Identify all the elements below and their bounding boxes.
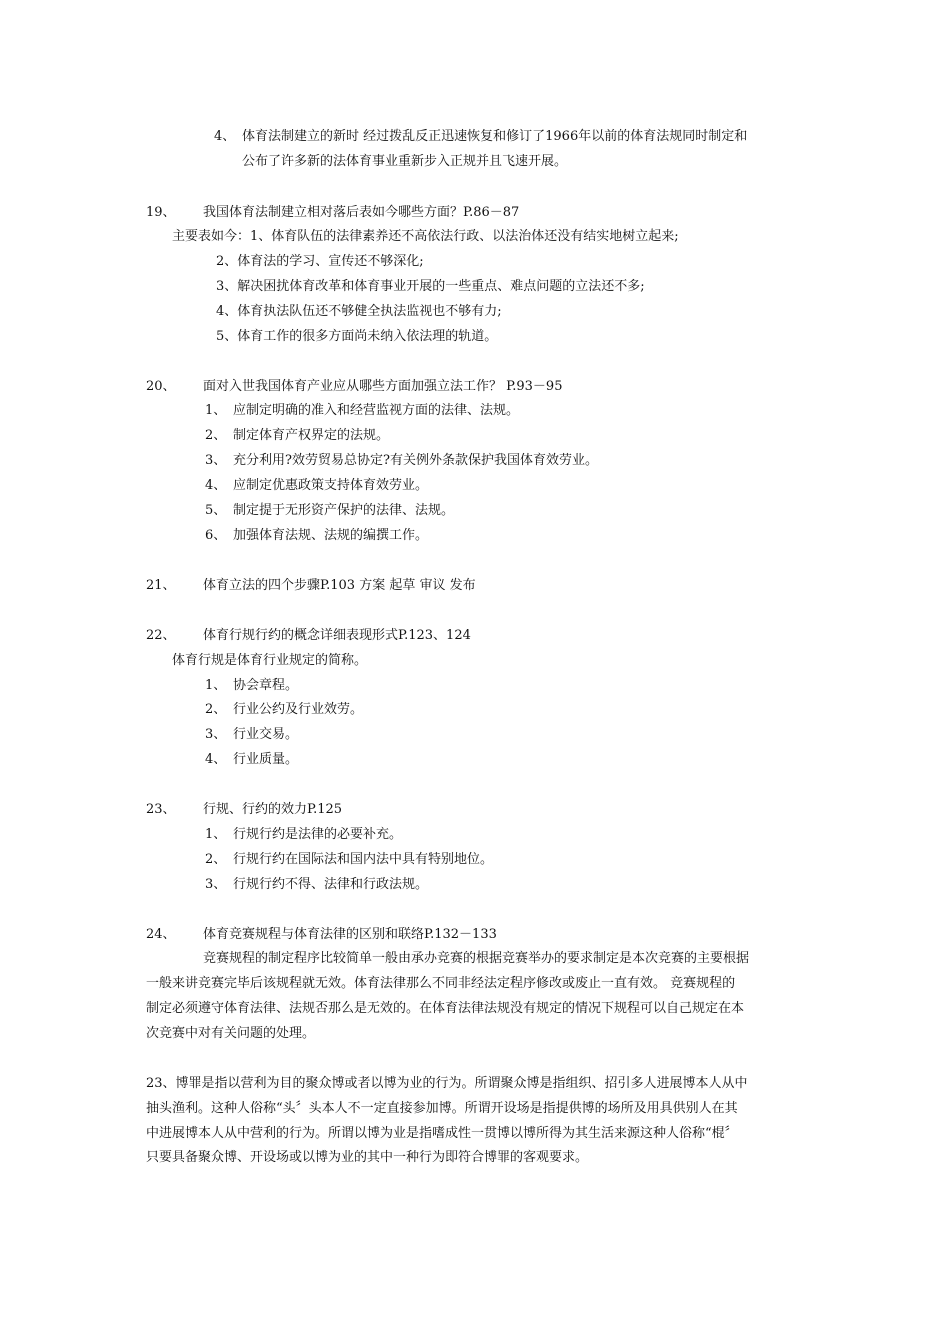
q23-title: 行规、行约的效力P.125 xyxy=(203,802,343,817)
q20-item-4-number: 4、 xyxy=(205,478,227,493)
item4-line-1: 体育法制建立的新时 经过拨乱反正迅速恢复和修订了1966年以前的体育法规同时制定和 xyxy=(242,129,748,144)
q20-item-5-number: 5、 xyxy=(205,503,227,518)
q24-title: 体育竞赛规程与体育法律的区别和联络P.132－133 xyxy=(203,927,497,942)
gambling-para-line-3: 中进展博本人从中营利的行为。所谓以博为业是指嗜成性一贯博以博所得为其生活来源这种人俗称“棍〞 xyxy=(146,1126,738,1141)
item4-number: 4、 xyxy=(214,129,236,144)
q22-intro: 体育行规是体育行业规定的简称。 xyxy=(172,653,368,668)
q19-line-3: 3、解决困扰体育改革和体育事业开展的一些重点、难点问题的立法还不多; xyxy=(216,279,645,294)
q22-title: 体育行规行约的概念详细表现形式P.123、124 xyxy=(203,628,471,643)
q20-item-6-number: 6、 xyxy=(205,528,227,543)
q19-line-2: 2、体育法的学习、宣传还不够深化; xyxy=(216,254,424,269)
q23-item-2-text: 行规行约在国际法和国内法中具有特别地位。 xyxy=(233,852,494,867)
q24-para-line-3: 制定必须遵守体育法律、法规否那么是无效的。在体育法律法规没有规定的情况下规程可以自己规定在本 xyxy=(146,1001,745,1016)
q20-item-3-number: 3、 xyxy=(205,453,227,468)
q24-para-line-2: 一般来讲竞赛完毕后该规程就无效。体育法律那么不同非经法定程序修改或废止一直有效。 竞赛规程的 xyxy=(146,976,736,991)
q22-item-3-text: 行业交易。 xyxy=(233,727,299,742)
q22-item-1-text: 协会章程。 xyxy=(233,678,299,693)
q22-item-2-text: 行业公约及行业效劳。 xyxy=(233,702,364,717)
q22-item-4-text: 行业质量。 xyxy=(233,752,299,767)
q24-number: 24、 xyxy=(146,927,176,942)
q23-item-2-number: 2、 xyxy=(205,852,227,867)
q19-number: 19、 xyxy=(146,205,176,220)
q22-item-3-number: 3、 xyxy=(205,727,227,742)
gambling-para-line-4: 只要具备聚众博、开设场或以博为业的其中一种行为即符合博罪的客观要求。 xyxy=(146,1150,589,1165)
q23-number: 23、 xyxy=(146,802,176,817)
q23-item-1-number: 1、 xyxy=(205,827,227,842)
q19-line-4: 4、体育执法队伍还不够健全执法监视也不够有力; xyxy=(216,304,502,319)
q21-number: 21、 xyxy=(146,578,176,593)
q23-item-3-text: 行规行约不得、法律和行政法规。 xyxy=(233,877,429,892)
q20-number: 20、 xyxy=(146,379,176,394)
q20-item-2-number: 2、 xyxy=(205,428,227,443)
q20-item-2-text: 制定体育产权界定的法规。 xyxy=(233,428,390,443)
q19-line-1: 主要表如今：1、体育队伍的法律素养还不高依法行政、以法治体还没有结实地树立起来; xyxy=(172,229,679,244)
q21-title: 体育立法的四个步骤P.103 方案 起草 审议 发布 xyxy=(203,578,476,593)
q20-item-4-text: 应制定优惠政策支持体育效劳业。 xyxy=(233,478,429,493)
q20-item-1-text: 应制定明确的准入和经营监视方面的法律、法规。 xyxy=(233,403,520,418)
q22-item-4-number: 4、 xyxy=(205,752,227,767)
q20-title: 面对入世我国体育产业应从哪些方面加强立法工作？ P.93－95 xyxy=(203,379,563,394)
q22-item-1-number: 1、 xyxy=(205,678,227,693)
item4-line-2: 公布了许多新的法体育事业重新步入正规并且飞速开展。 xyxy=(242,154,568,169)
q20-item-1-number: 1、 xyxy=(205,403,227,418)
q24-para-line-1: 竞赛规程的制定程序比较简单一般由承办竞赛的根据竞赛举办的要求制定是本次竞赛的主要根据 xyxy=(203,951,750,966)
q23-item-3-number: 3、 xyxy=(205,877,227,892)
gambling-para-line-1: 23、博罪是指以营利为目的聚众博或者以博为业的行为。所谓聚众博是指组织、招引多人进展博本人从中 xyxy=(146,1076,748,1091)
q23-item-1-text: 行规行约是法律的必要补充。 xyxy=(233,827,403,842)
q22-number: 22、 xyxy=(146,628,176,643)
q20-item-6-text: 加强体育法规、法规的编撰工作。 xyxy=(233,528,429,543)
q20-item-5-text: 制定提于无形资产保护的法律、法规。 xyxy=(233,503,455,518)
q22-item-2-number: 2、 xyxy=(205,702,227,717)
q19-title: 我国体育法制建立相对落后表如今哪些方面？P.86－87 xyxy=(203,205,520,220)
q19-line-5: 5、体育工作的很多方面尚未纳入依法理的轨道。 xyxy=(216,329,498,344)
gambling-para-line-2: 抽头渔利。这种人俗称“头〞头本人不一定直接参加博。所谓开设场是指提供博的场所及用具供别人在其 xyxy=(146,1101,738,1116)
q24-para-line-4: 次竞赛中对有关问题的处理。 xyxy=(146,1026,316,1041)
q20-item-3-text: 充分利用?效劳贸易总协定?有关例外条款保护我国体育效劳业。 xyxy=(233,453,598,468)
